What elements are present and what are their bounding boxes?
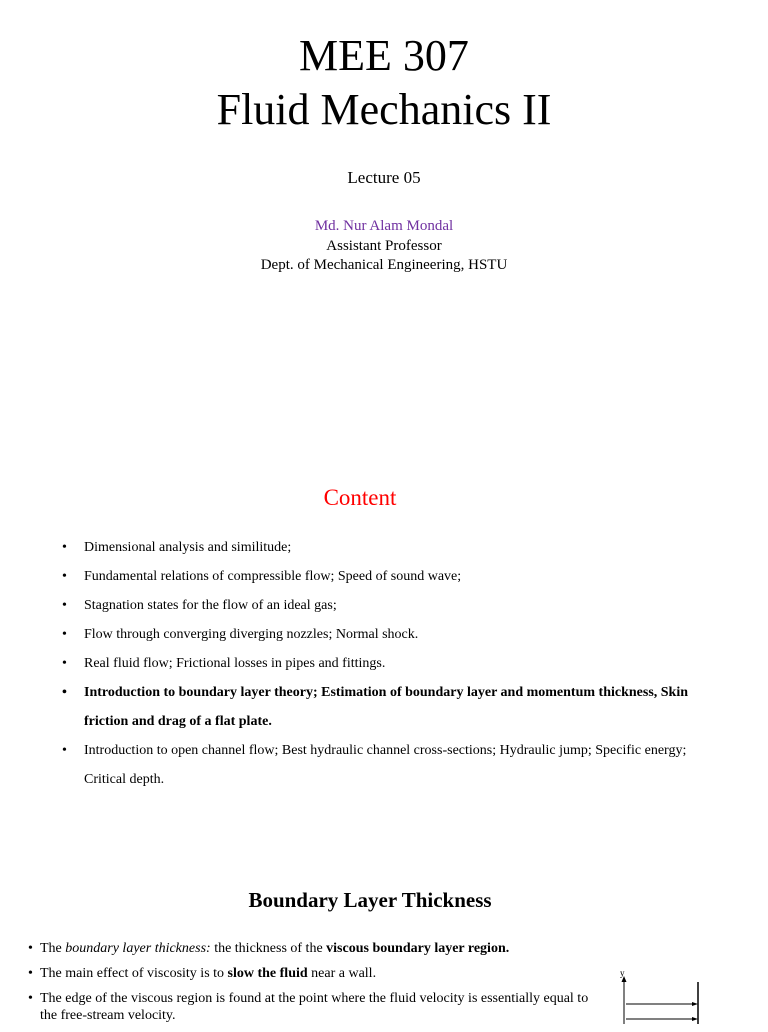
- content-item-text: Dimensional analysis and similitude;: [84, 540, 292, 555]
- bullet-icon: •: [28, 991, 33, 1006]
- y-axis-label: y: [620, 968, 625, 978]
- content-title: Content: [323, 485, 397, 510]
- bullet-text-post: near a wall.: [307, 966, 377, 981]
- bullet-text-strong: viscous boundary layer region.: [326, 941, 510, 956]
- bullet-text-pre: The: [40, 941, 66, 956]
- bullet-text-pre: The edge of the viscous region is found at the point where the fluid velocity is essentially equal to the free-stream velocity.: [40, 991, 589, 1023]
- bullet-icon: •: [28, 966, 33, 981]
- content-item: [62, 562, 702, 591]
- lecture-number: Lecture 05: [347, 168, 421, 187]
- velocity-profile-diagram: [612, 966, 712, 1024]
- boundary-layer-bullets: [28, 940, 598, 1032]
- content-item-text: Fundamental relations of compressible flow; Speed of sound wave;: [84, 569, 462, 584]
- boundary-bullet: [28, 940, 598, 957]
- bullet-icon: •: [62, 685, 67, 700]
- bullet-text-pre: The main effect of viscosity is to: [40, 966, 228, 981]
- bullet-icon: •: [62, 627, 67, 642]
- author-position: Assistant Professor: [326, 238, 442, 254]
- content-item: [62, 591, 702, 620]
- boundary-bullet: [28, 965, 598, 982]
- course-code: MEE 307: [299, 31, 469, 80]
- content-item-text: Stagnation states for the flow of an ideal gas;: [84, 598, 337, 613]
- content-list: [62, 533, 702, 794]
- bullet-text-em: boundary layer thickness:: [65, 941, 211, 956]
- content-item: [62, 533, 702, 562]
- content-item-text: Introduction to boundary layer theory; Estimation of boundary layer and momentum thickness, Skin friction and drag of a flat plate.: [84, 685, 689, 729]
- bullet-icon: •: [62, 743, 67, 758]
- content-item: [62, 620, 702, 649]
- bullet-icon: •: [62, 656, 67, 671]
- course-name: Fluid Mechanics II: [216, 85, 552, 134]
- content-item: [62, 649, 702, 678]
- velocity-arrowhead-1: [692, 1002, 698, 1006]
- bullet-text-strong: slow the fluid: [227, 966, 308, 981]
- boundary-bullet: [28, 990, 598, 1024]
- author-name: Md. Nur Alam Mondal: [314, 218, 454, 234]
- bullet-icon: •: [62, 569, 67, 584]
- bullet-icon: •: [62, 598, 67, 613]
- content-item-text: Real fluid flow; Frictional losses in pipes and fittings.: [84, 656, 386, 671]
- bullet-icon: •: [28, 941, 33, 956]
- boundary-layer-title: Boundary Layer Thickness: [248, 888, 492, 912]
- content-item-text: Flow through converging diverging nozzles; Normal shock.: [84, 627, 419, 642]
- author-department: Dept. of Mechanical Engineering, HSTU: [260, 257, 508, 273]
- bullet-icon: •: [62, 540, 67, 555]
- content-item: [62, 678, 702, 736]
- content-item: [62, 736, 702, 794]
- bullet-text-mid: the thickness of the: [210, 941, 327, 956]
- content-item-text: Introduction to open channel flow; Best hydraulic channel cross-sections; Hydraulic jump; Specific energy; Critical depth.: [84, 743, 687, 787]
- velocity-arrowhead-2: [692, 1017, 698, 1021]
